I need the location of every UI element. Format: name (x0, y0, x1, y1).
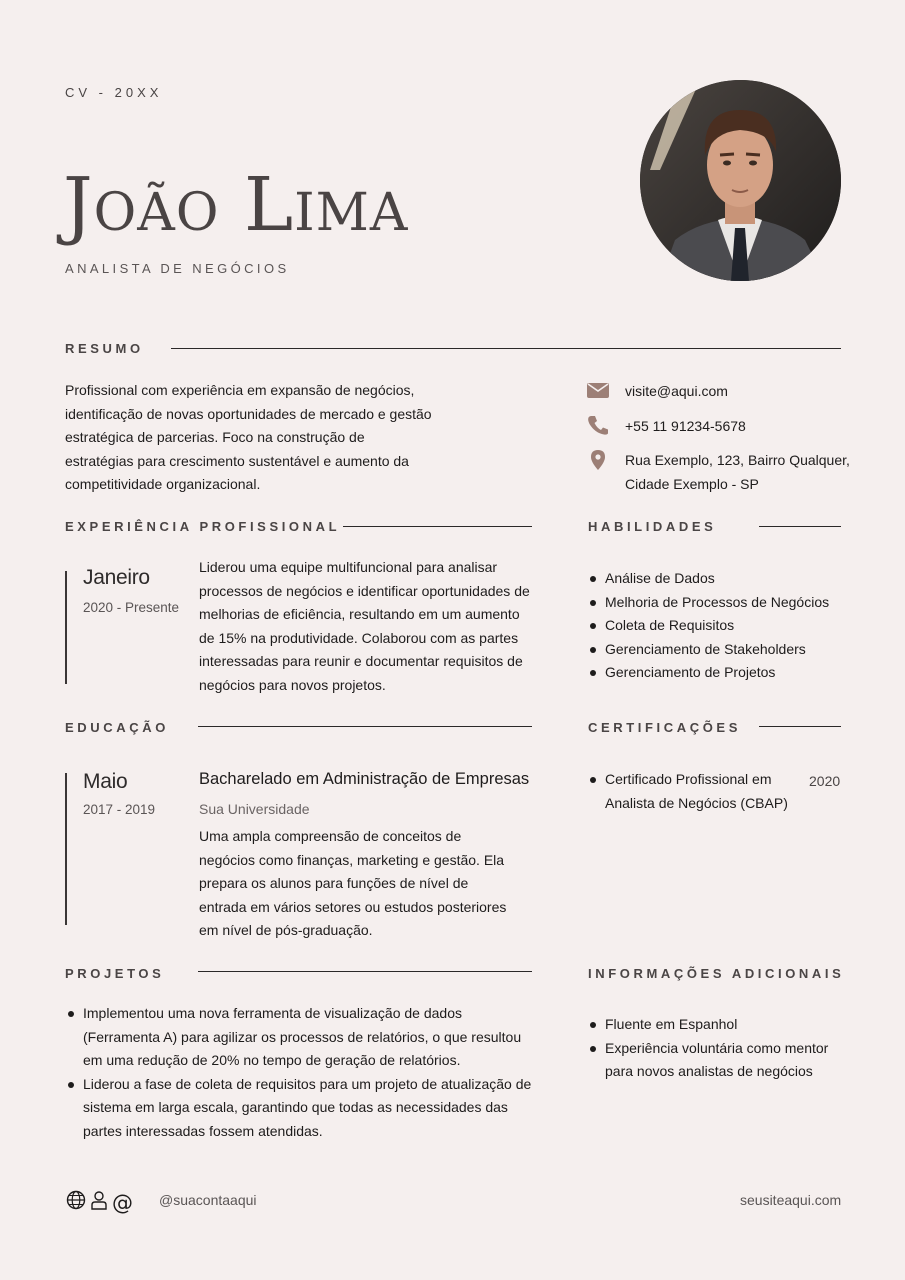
mail-icon (587, 380, 609, 400)
experience-heading: EXPERIÊNCIA PROFISSIONAL (65, 519, 341, 534)
education-timeline-bar (65, 773, 67, 925)
summary-divider (171, 348, 841, 349)
education-text: Uma ampla compreensão de conceitos de negócios como finanças, marketing e gestão. Ela prepara os alunos para funções de nível de entrada em vários setores ou estudos posteriores em nível de pós-graduação. (199, 828, 507, 939)
contact-email (587, 380, 728, 404)
certification-line-2: Analista de Negócios (CBAP) (605, 794, 788, 811)
user-icon[interactable] (90, 1190, 108, 1215)
footer-website[interactable]: seusiteaqui.com (740, 1192, 842, 1208)
cv-label: CV - 20XX (65, 85, 163, 100)
address-line-2: Cidade Exemplo - SP (625, 475, 759, 492)
project-item: Liderou a fase de coleta de requisitos para um projeto de atualização de sistema em larga escala, garantindo que todas as necessidades das partes interessadas fossem atendidas. (66, 1073, 534, 1144)
summary-text: Profissional com experiência em expansão de negócios, identificação de novas oportunidades de mercado e gestão estratégica de parcerias. Foco na construção de estratégias para crescimento sustentável e aumento da competitividade organizacional. (65, 382, 432, 493)
phone-icon (587, 415, 609, 435)
certification-year: 2020 (809, 773, 841, 789)
certifications-divider (759, 726, 841, 727)
contact-address (587, 449, 850, 496)
certification-line-1: Certificado Profissional em (605, 771, 772, 787)
experience-years: 2020 - Presente (83, 600, 180, 615)
skill-item: Análise de Dados (588, 567, 841, 591)
footer-handle[interactable]: @suacontaaqui (159, 1192, 257, 1208)
footer-social-icons (66, 1190, 133, 1215)
experience-month: Janeiro (83, 566, 150, 589)
project-item: Implementou uma nova ferramenta de visualização de dados (Ferramenta A) para agilizar os processos de relatórios, o que resultou em uma redução de 20% no tempo de geração de relatórios. (66, 1002, 534, 1073)
projects-heading: PROJETOS (65, 966, 165, 981)
certifications-list (588, 768, 788, 815)
skills-heading: HABILIDADES (588, 519, 717, 534)
globe-icon[interactable] (66, 1190, 86, 1215)
job-title: ANALISTA DE NEGÓCIOS (65, 261, 290, 276)
experience-timeline-bar (65, 571, 67, 684)
skill-item: Coleta de Requisitos (588, 614, 841, 638)
additional-item: Experiência voluntária como mentor para novos analistas de negócios (588, 1037, 838, 1084)
certification-item (588, 768, 788, 815)
projects-divider (198, 971, 532, 972)
candidate-name: João Lima (63, 162, 409, 248)
skills-list (588, 567, 841, 685)
location-pin-icon (587, 449, 609, 469)
experience-text: Liderou uma equipe multifuncional para analisar processos de negócios e identificar oportunidades de melhorias de eficiência, resultando em um aumento de 15% na produtividade. Colaborou com as partes interessadas para reunir e documentar requisitos de negócios para novos projetos. (199, 559, 530, 693)
email-text: visite@aqui.com (625, 383, 728, 399)
summary-heading: RESUMO (65, 341, 144, 356)
education-degree: Bacharelado em Administração de Empresas (199, 770, 530, 788)
contact-phone (587, 415, 746, 439)
additional-list (588, 1013, 838, 1084)
address-line-1: Rua Exemplo, 123, Bairro Qualquer, (625, 452, 850, 468)
skill-item: Gerenciamento de Stakeholders (588, 638, 841, 662)
phone-text: +55 11 91234-5678 (625, 418, 746, 434)
additional-heading: INFORMAÇÕES ADICIONAIS (588, 966, 845, 981)
certifications-heading: CERTIFICAÇÕES (588, 720, 741, 735)
experience-divider (343, 526, 532, 527)
skills-divider (759, 526, 841, 527)
skill-item: Gerenciamento de Projetos (588, 661, 841, 685)
education-school: Sua Universidade (199, 801, 310, 817)
education-years: 2017 - 2019 (83, 802, 156, 817)
person-portrait-icon (640, 80, 841, 281)
additional-item: Fluente em Espanhol (588, 1013, 838, 1037)
projects-list (66, 1002, 534, 1144)
profile-photo (640, 80, 841, 281)
education-divider (198, 726, 532, 727)
education-heading: EDUCAÇÃO (65, 720, 169, 735)
education-month: Maio (83, 770, 128, 793)
skill-item: Melhoria de Processos de Negócios (588, 591, 841, 615)
at-sign-icon[interactable]: @ (112, 1190, 133, 1215)
